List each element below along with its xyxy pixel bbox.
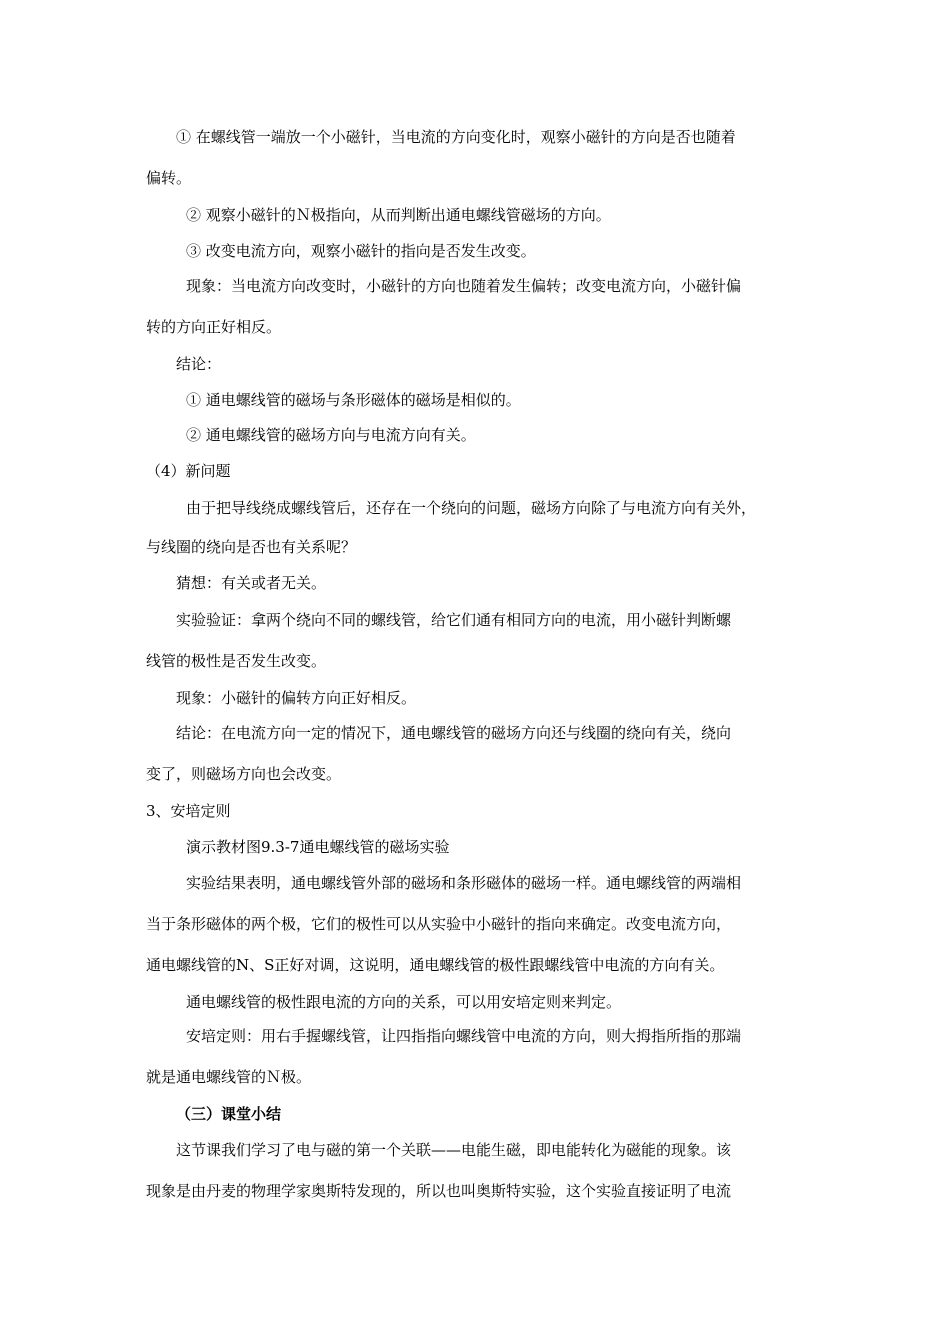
text-line: 偏转。 [146,169,192,187]
text-line: 变了，则磁场方向也会改变。 [146,765,342,783]
text-line: 通电螺线管的N、S正好对调，这说明，通电螺线管的极性跟螺线管中电流的方向有关。 [146,956,725,974]
text-line: 现象是由丹麦的物理学家奥斯特发现的，所以也叫奥斯特实验，这个实验直接证明了电流 [146,1182,732,1200]
text-line: 由于把导线绕成螺线管后，还存在一个绕向的问题，磁场方向除了与电流方向有关外， [186,499,757,517]
text-line: 通电螺线管的极性跟电流的方向的关系，可以用安培定则来判定。 [186,993,622,1011]
text-line: （4）新问题 [146,462,231,480]
text-line: 现象：小磁针的偏转方向正好相反。 [176,689,417,707]
text-line: ③ 改变电流方向，观察小磁针的指向是否发生改变。 [186,242,536,260]
text-line: 安培定则：用右手握螺线管，让四指指向螺线管中电流的方向，则大拇指所指的那端 [186,1027,742,1045]
text-line: 就是通电螺线管的Ｎ极。 [146,1068,312,1086]
text-line: 与线圈的绕向是否也有关系呢？ [146,538,357,556]
text-line: 这节课我们学习了电与磁的第一个关联——电能生磁，即电能转化为磁能的现象。该 [176,1141,732,1159]
text-line: ② 观察小磁针的Ｎ极指向，从而判断出通电螺线管磁场的方向。 [186,206,611,224]
text-line: 结论：在电流方向一定的情况下，通电螺线管的磁场方向还与线圈的绕向有关，绕向 [176,724,732,742]
text-line: 当于条形磁体的两个极，它们的极性可以从实验中小磁针的指向来确定。改变电流方向， [146,915,732,933]
text-line: 线管的极性是否发生改变。 [146,652,327,670]
section-heading: 3、安培定则 [146,802,231,820]
text-line: 现象：当电流方向改变时，小磁针的方向也随着发生偏转；改变电流方向，小磁针偏 [186,277,742,295]
text-line: 实验验证：拿两个绕向不同的螺线管，给它们通有相同方向的电流，用小磁针判断螺 [176,611,732,629]
text-line: 演示教材图9.3-7通电螺线管的磁场实验 [186,838,450,856]
text-line: ① 通电螺线管的磁场与条形磁体的磁场是相似的。 [186,391,521,409]
text-line: ① 在螺线管一端放一个小磁针，当电流的方向变化时，观察小磁针的方向是否也随着 [176,128,736,146]
text-line: 结论： [176,355,222,373]
text-line: 实验结果表明，通电螺线管外部的磁场和条形磁体的磁场一样。通电螺线管的两端相 [186,874,742,892]
text-line: 转的方向正好相反。 [146,318,282,336]
section-heading: （三）课堂小结 [176,1105,282,1123]
text-line: 猜想：有关或者无关。 [176,574,327,592]
text-line: ② 通电螺线管的磁场方向与电流方向有关。 [186,426,476,444]
